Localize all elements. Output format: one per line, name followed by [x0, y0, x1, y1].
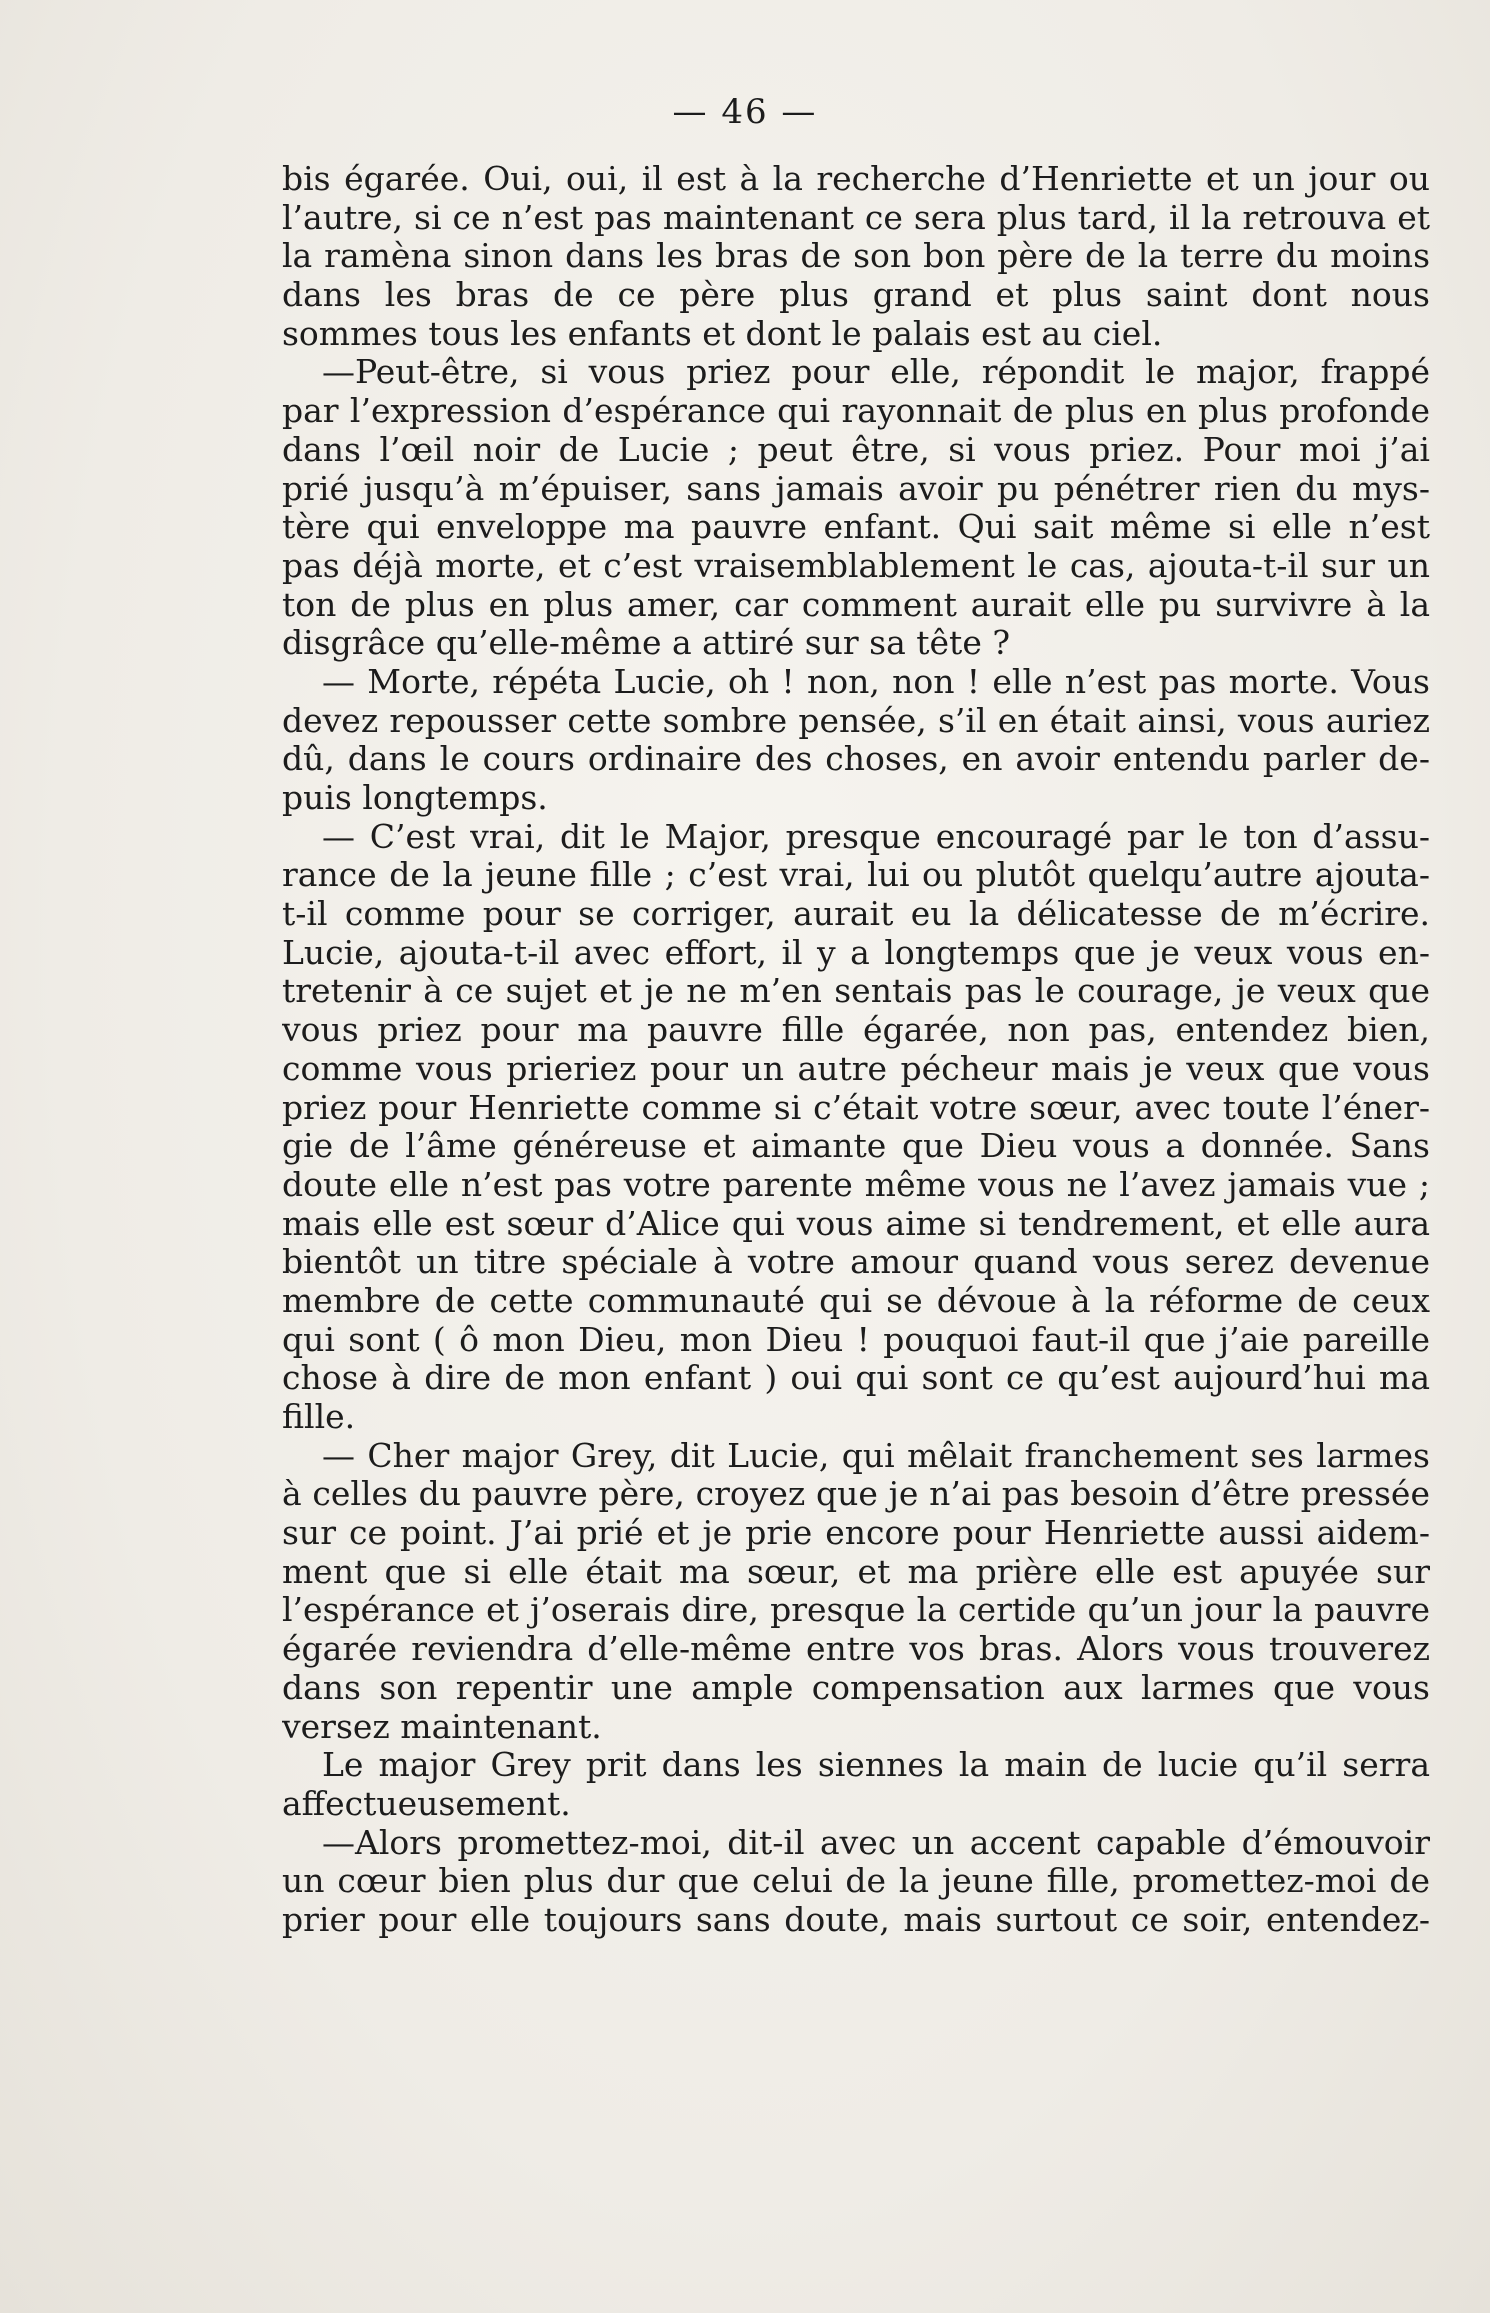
- text-line: membre de cette communauté qui se dévoue à la réforme de ceux: [282, 1281, 1430, 1320]
- text-line: sommes tous les enfants et dont le palais est au ciel.: [282, 314, 1163, 353]
- text-line: vous priez pour ma pauvre fille égarée, non pas, entendez bien,: [282, 1011, 1430, 1050]
- text-line: devez repousser cette sombre pensée, s’il en était ainsi, vous auriez: [282, 701, 1430, 740]
- text-line: t-il comme pour se corriger, aurait eu la délicatesse de m’écrire.: [282, 895, 1430, 934]
- text-line: tretenir à ce sujet et je ne m’en sentais pas le courage, je veux que: [282, 972, 1430, 1011]
- text-line: —Alors promettez-moi, dit-il avec un accent capable d’émouvoir: [322, 1823, 1430, 1862]
- text-line: gie de l’âme généreuse et aimante que Dieu vous a donnée. Sans: [282, 1127, 1430, 1166]
- text-line: la ramèna sinon dans les bras de son bon père de la terre du moins: [282, 237, 1430, 276]
- text-line: ton de plus en plus amer, car comment aurait elle pu survivre à la: [282, 585, 1430, 624]
- text-line: Lucie, ajouta-t-il avec effort, il y a longtemps que je veux vous en-: [282, 933, 1430, 972]
- text-line: — C’est vrai, dit le Major, presque encouragé par le ton d’assu-: [322, 817, 1430, 856]
- text-line: bientôt un titre spéciale à votre amour quand vous serez devenue: [282, 1243, 1430, 1282]
- text-line: sur ce point. J’ai prié et je prie encore pour Henriette aussi aidem-: [282, 1514, 1430, 1553]
- text-line: dans les bras de ce père plus grand et plus saint dont nous: [282, 276, 1430, 315]
- text-line: doute elle n’est pas votre parente même vous ne l’avez jamais vue ;: [282, 1165, 1430, 1204]
- text-line: égarée reviendra d’elle-même entre vos bras. Alors vous trouverez: [282, 1630, 1430, 1669]
- text-line: prier pour elle toujours sans doute, mais surtout ce soir, entendez-: [282, 1900, 1430, 1939]
- text-line: dû, dans le cours ordinaire des choses, en avoir entendu parler de-: [282, 740, 1430, 779]
- text-line: dans son repentir une ample compensation aux larmes que vous: [282, 1668, 1430, 1707]
- text-line: affectueusement.: [282, 1784, 571, 1823]
- text-line: dans l’œil noir de Lucie ; peut être, si vous priez. Pour moi j’ai: [282, 430, 1430, 469]
- text-line: versez maintenant.: [282, 1707, 602, 1746]
- page-number: — 46 —: [672, 92, 818, 132]
- text-line: disgrâce qu’elle-même a attiré sur sa tête ?: [282, 624, 1011, 663]
- text-line: ment que si elle était ma sœur, et ma prière elle est apuyée sur: [282, 1552, 1430, 1591]
- text-line: un cœur bien plus dur que celui de la jeune fille, promettez-moi de: [282, 1862, 1430, 1901]
- body-text: [282, 160, 1430, 1940]
- text-line: — Cher major Grey, dit Lucie, qui mêlait franchement ses larmes: [322, 1436, 1430, 1475]
- text-line: bis égarée. Oui, oui, il est à la recherche d’Henriette et un jour ou: [282, 160, 1430, 198]
- text-line: puis longtemps.: [282, 779, 548, 817]
- text-line: l’espérance et j’oserais dire, presque la certide qu’un jour la pauvre: [282, 1591, 1430, 1630]
- text-line: —Peut-être, si vous priez pour elle, répondit le major, frappé: [322, 353, 1430, 392]
- text-line: à celles du pauvre père, croyez que je n’ai pas besoin d’être pressée: [282, 1475, 1430, 1514]
- text-line: mais elle est sœur d’Alice qui vous aime si tendrement, et elle aura: [282, 1204, 1430, 1243]
- text-line: l’autre, si ce n’est pas maintenant ce sera plus tard, il la retrouva et: [282, 198, 1430, 237]
- text-line: Le major Grey prit dans les siennes la main de lucie qu’il serra: [322, 1746, 1430, 1785]
- text-line: fille.: [282, 1398, 356, 1436]
- text-line: tère qui enveloppe ma pauvre enfant. Qui sait même si elle n’est: [282, 508, 1430, 547]
- text-line: pas déjà morte, et c’est vraisemblablement le cas, ajouta-t-il sur un: [282, 546, 1430, 585]
- text-line: rance de la jeune fille ; c’est vrai, lui ou plutôt quelqu’autre ajouta-: [282, 856, 1430, 895]
- text-line: chose à dire de mon enfant ) oui qui sont ce qu’est aujourd’hui ma: [282, 1359, 1430, 1398]
- text-line: comme vous prieriez pour un autre pécheur mais je veux que vous: [282, 1049, 1430, 1088]
- text-line: par l’expression d’espérance qui rayonnait de plus en plus profonde: [282, 392, 1430, 431]
- text-line: qui sont ( ô mon Dieu, mon Dieu ! pouquoi faut-il que j’aie pareille: [282, 1320, 1430, 1359]
- text-line: prié jusqu’à m’épuiser, sans jamais avoir pu pénétrer rien du mys-: [282, 469, 1430, 508]
- text-line: priez pour Henriette comme si c’était votre sœur, avec toute l’éner-: [282, 1088, 1430, 1127]
- text-line: — Morte, répéta Lucie, oh ! non, non ! elle n’est pas morte. Vous: [322, 662, 1430, 701]
